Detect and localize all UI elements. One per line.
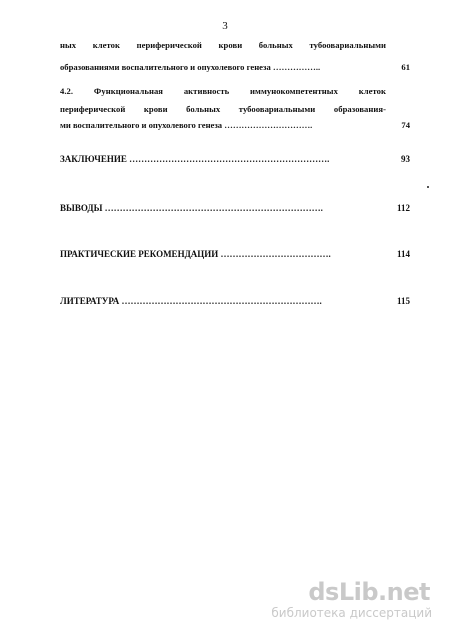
toc-section-label: ЛИТЕРАТУРА …………………………………………………………. — [60, 296, 322, 306]
toc-section-findings[interactable] — [60, 201, 410, 215]
toc-section-recommendations[interactable] — [60, 247, 410, 261]
toc-entry-74[interactable] — [60, 118, 410, 132]
toc-page-number: 61 — [401, 62, 410, 72]
watermark — [262, 578, 442, 620]
toc-page-number: 115 — [396, 296, 410, 306]
toc-section-literature[interactable] — [60, 294, 410, 308]
toc-section-label: ПРАКТИЧЕСКИЕ РЕКОМЕНДАЦИИ ………………………………. — [60, 249, 331, 259]
toc-entry-61[interactable] — [60, 60, 410, 74]
toc-section-conclusion[interactable] — [60, 152, 410, 166]
page-number: 3 — [222, 20, 228, 32]
toc-continuation-block — [60, 38, 410, 132]
toc-page-number: 93 — [401, 154, 410, 164]
toc-line-3: 4.2. Функциональная активность иммунокомпетентных клеток — [60, 86, 386, 96]
toc-entry-text: ми воспалительного и опухолевого генеза …………………………. — [60, 120, 313, 130]
toc-section-label: ЗАКЛЮЧЕНИЕ …………………………………………………………. — [60, 154, 330, 164]
toc-entry-text: образованиями воспалительного и опухолевого генеза …………….. — [60, 62, 321, 72]
watermark-subtitle: библиотека диссертаций — [271, 606, 432, 620]
toc-page-number: 74 — [401, 120, 410, 130]
watermark-logo: dsLib.net — [308, 578, 430, 606]
toc-line-4: периферической крови больных тубоовариальными образования- — [60, 104, 386, 114]
toc-page-number: 114 — [396, 249, 410, 259]
toc-line-1: ных клеток периферической крови больных тубоовариальными — [60, 40, 386, 50]
toc-page-number: 112 — [396, 203, 410, 213]
toc-section-label: ВЫВОДЫ ………………………………………………………………. — [60, 203, 323, 213]
scan-speck — [427, 186, 429, 188]
